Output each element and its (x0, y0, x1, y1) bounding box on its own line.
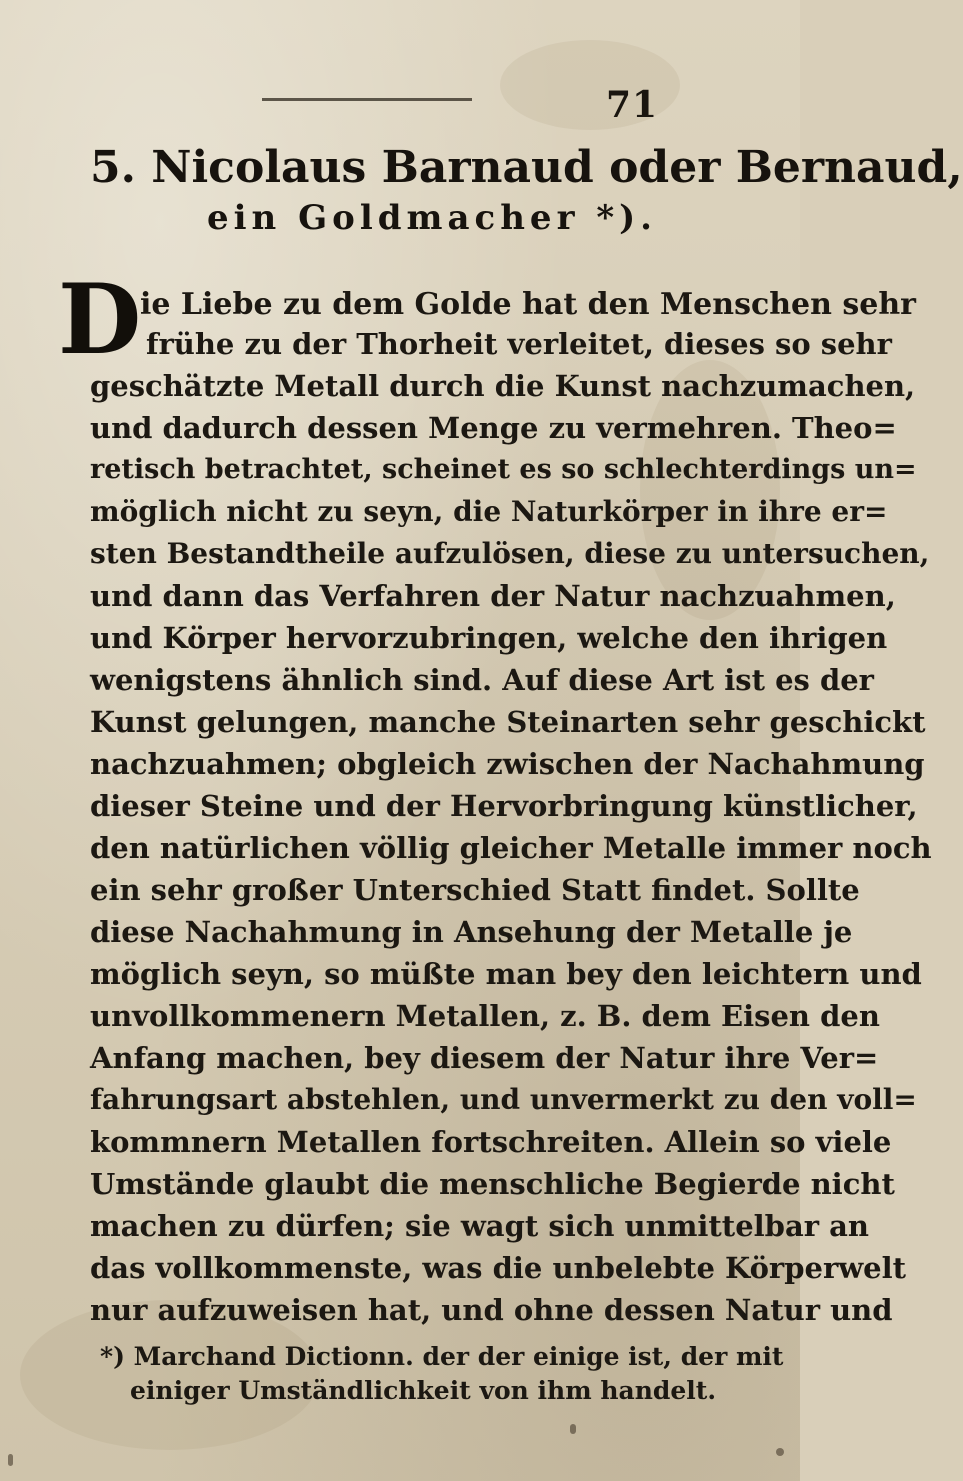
ink-speck (570, 1424, 576, 1434)
body-line: und dann das Verfahren der Natur nachzuahmen, (90, 579, 896, 613)
body-line: Umstände glaubt die menschliche Begierde nicht (90, 1167, 895, 1201)
body-line: das vollkommenste, was die unbelebte Körperwelt (90, 1251, 907, 1285)
body-line: den natürlichen völlig gleicher Metalle immer noch (90, 831, 932, 865)
body-line: und dadurch dessen Menge zu vermehren. Theo= (90, 411, 897, 445)
body-line: nur aufzuweisen hat, und ohne dessen Natur und (90, 1293, 893, 1327)
ink-speck (776, 1448, 784, 1456)
body-line: sten Bestandtheile aufzulösen, diese zu untersuchen, (90, 537, 930, 570)
body-line: möglich seyn, so müßte man bey den leichtern und (90, 957, 922, 991)
body-line: frühe zu der Thorheit verleitet, dieses so sehr (146, 327, 892, 361)
footnote-line: *) Marchand Dictionn. der der einige ist, der mit (100, 1342, 784, 1371)
body-line: kommnern Metallen fortschreiten. Allein so viele (90, 1125, 892, 1159)
body-line: fahrungsart abstehlen, und unvermerkt zu den voll= (90, 1083, 917, 1116)
body-line: Kunst gelungen, manche Steinarten sehr geschickt (90, 705, 926, 739)
body-line: möglich nicht zu seyn, die Naturkörper in ihre er= (90, 495, 888, 528)
drop-initial: D (58, 263, 142, 376)
body-line: unvollkommenern Metallen, z. B. dem Eisen den (90, 999, 880, 1033)
body-line: geschätzte Metall durch die Kunst nachzumachen, (90, 369, 916, 403)
body-line: Anfang machen, bey diesem der Natur ihre Ver= (90, 1041, 879, 1075)
footnote-line: einiger Umständlichkeit von ihm handelt. (130, 1376, 717, 1405)
body-line: dieser Steine und der Hervorbringung künstlicher, (90, 789, 918, 823)
chapter-subtitle: ein Goldmacher *). (207, 198, 658, 238)
ink-speck (8, 1454, 13, 1466)
page-number: 71 (606, 84, 659, 126)
chapter-title: 5. Nicolaus Barnaud oder Bernaud, (90, 142, 963, 193)
header-rule (262, 98, 472, 101)
body-line: machen zu dürfen; sie wagt sich unmittelbar an (90, 1209, 869, 1243)
body-line: nachzuahmen; obgleich zwischen der Nachahmung (90, 747, 925, 781)
body-line: ein sehr großer Unterschied Statt findet. Sollte (90, 873, 860, 907)
body-line: diese Nachahmung in Ansehung der Metalle je (90, 915, 853, 949)
body-line: und Körper hervorzubringen, welche den ihrigen (90, 621, 888, 655)
body-line: wenigstens ähnlich sind. Auf diese Art ist es der (90, 663, 874, 697)
body-line: retisch betrachtet, scheinet es so schlechterdings un= (90, 454, 917, 485)
body-line: ie Liebe zu dem Golde hat den Menschen sehr (140, 287, 916, 322)
